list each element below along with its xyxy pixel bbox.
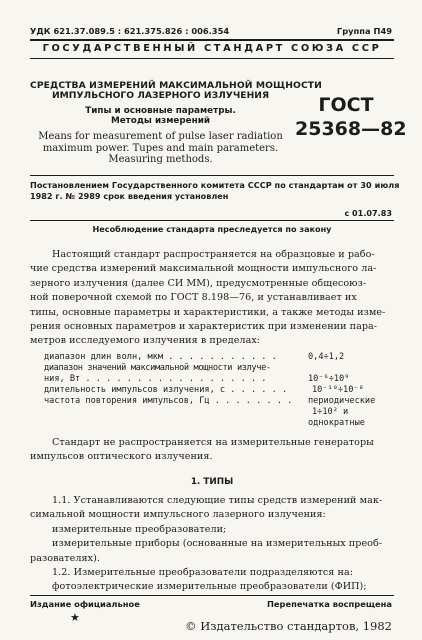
scope-line: импульсов оптического излучения. [30, 451, 213, 463]
intro-line: Настоящий стандарт распространяется на образцовые и рабо- [52, 249, 375, 260]
effective-date: с 01.07.83 [344, 208, 392, 218]
range-value: однократные [308, 418, 365, 428]
section-line: измерительные преобразователи; [52, 523, 227, 535]
range-label: диапазон значений максимальной мощности излуче- [44, 363, 271, 373]
section-line: разователях). [30, 552, 100, 564]
decree-line-2: 1982 г. № 2989 срок введения установлен [30, 191, 229, 201]
official-edition: Издание официальное [30, 599, 140, 609]
decree-line-1: Постановлением Государственного комитета СССР по стандартам от 30 июля [30, 180, 400, 190]
range-label: диапазон длин волн, мкм . . . . . . . . . . . [44, 352, 277, 362]
copyright: © Издательство стандартов, 1982 [185, 619, 392, 633]
range-value: 10⁻⁶÷10⁹ [308, 374, 350, 384]
intro-line: рения основных параметров и характеристик при изменении пара- [30, 321, 378, 333]
intro-line: ной поверочной схемой по ГОСТ 8.198—76, и устанавливает их [30, 292, 357, 304]
range-label: частота повторения импульсов, Гц . . . . . . . . [44, 396, 293, 406]
title-ru-line-1: СРЕДСТВА ИЗМЕРЕНИЙ МАКСИМАЛЬНОЙ МОЩНОСТИ [30, 80, 322, 91]
subtitle-ru-line-1: Типы и основные параметры. [85, 106, 236, 116]
gost-number: 25368—82 [295, 118, 407, 140]
section-heading: 1. ТИПЫ [190, 477, 234, 487]
subtitle-ru-line-2: Методы измерений [110, 116, 211, 126]
range-label: длительность импульсов излучения, с . . . . . . [44, 385, 288, 395]
scope-line: Стандарт не распространяется на измерительные генераторы [52, 437, 374, 448]
intro-line: чие средства измерений максимальной мощности импульсного ла- [30, 263, 377, 275]
intro-line: зерного излучения (далее СИ ММ), предусмотренные общесоюз- [30, 277, 367, 289]
intro-line: типы, основные параметры и характеристики, а также методы изме- [30, 306, 386, 318]
header-top-rule [30, 39, 394, 41]
section-line: симальной мощности импульсного лазерного излучения: [30, 509, 326, 521]
title-divider [30, 175, 394, 176]
range-value: 0,4÷1,2 [308, 352, 345, 362]
section-line: фотоэлектрические измерительные преобразователи (ФИП); [52, 581, 367, 593]
title-en-line-2: maximum power. Tupes and main parameters. [42, 142, 279, 154]
group-code: Группа П49 [336, 26, 392, 36]
gost-label: ГОСТ [318, 94, 374, 116]
range-value: 1÷10² и [312, 407, 349, 417]
intro-line: метров исследуемого излучения в пределах: [30, 335, 261, 347]
section-line: 1.2. Измерительные преобразователи подразделяются на: [52, 567, 354, 579]
header-bottom-rule [30, 58, 394, 59]
title-en-line-3: Measuring methods. [108, 154, 213, 165]
title-en [30, 131, 291, 166]
standard-banner: ГОСУДАРСТВЕННЫЙ СТАНДАРТ СОЮЗА ССР [42, 43, 382, 54]
scope-note [30, 436, 394, 465]
decree-divider [30, 220, 394, 221]
title-en-line-1: Means for measurement of pulse laser radiation [38, 131, 283, 142]
penalty-note: Несоблюдение стандарта преследуется по закону [92, 224, 332, 234]
section-line: измерительные приборы (основанные на измерительных преоб- [52, 538, 383, 550]
star-icon: ★ [70, 611, 80, 624]
title-ru-line-2: ИМПУЛЬСНОГО ЛАЗЕРНОГО ИЗЛУЧЕНИЯ [51, 90, 270, 101]
footer-rule [30, 595, 394, 596]
range-value: периодические [308, 396, 376, 406]
range-value: 10⁻¹⁰÷10⁻⁸ [312, 385, 364, 395]
intro-paragraph [30, 248, 394, 349]
range-label: ния, Вт . . . . . . . . . . . . . . . . . . [44, 374, 267, 384]
udk-code: УДК 621.37.089.5 : 621.375.826 : 006.354 [30, 26, 230, 36]
reprint-notice: Перепечатка воспрещена [266, 599, 392, 609]
section-line: 1.1. Устанавливаются следующие типы средств измерений мак- [52, 495, 383, 506]
section-text [30, 494, 394, 595]
